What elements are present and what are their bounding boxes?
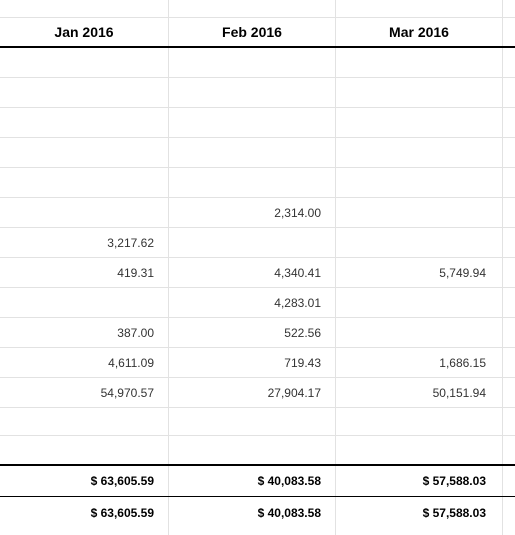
total-feb[interactable]: $ 40,083.58	[169, 497, 336, 535]
cell[interactable]	[0, 0, 169, 17]
table-row	[0, 318, 515, 348]
cell-feb[interactable]: 2,314.00	[169, 198, 336, 227]
cell-feb[interactable]: 4,283.01	[169, 288, 336, 317]
cell-feb[interactable]	[169, 138, 336, 167]
cell-mar[interactable]	[336, 198, 503, 227]
column-header-jan[interactable]: Jan 2016	[0, 18, 169, 46]
table-row	[0, 198, 515, 228]
cell[interactable]	[336, 0, 503, 17]
table-row	[0, 348, 515, 378]
cell-feb[interactable]	[169, 108, 336, 137]
totals-row	[0, 497, 515, 535]
grid-row-top	[0, 0, 515, 18]
cell[interactable]	[503, 497, 515, 535]
total-jan[interactable]: $ 63,605.59	[0, 497, 169, 535]
cell-mar[interactable]: 5,749.94	[336, 258, 503, 287]
cell[interactable]	[503, 378, 515, 407]
total-feb[interactable]: $ 40,083.58	[169, 466, 336, 496]
cell[interactable]	[503, 48, 515, 77]
cell-mar[interactable]	[336, 108, 503, 137]
table-row	[0, 408, 515, 436]
cell-mar[interactable]	[336, 408, 503, 435]
cell-mar[interactable]	[336, 78, 503, 107]
cell[interactable]	[503, 198, 515, 227]
cell-mar[interactable]	[336, 168, 503, 197]
cell[interactable]	[503, 0, 515, 17]
cell[interactable]	[503, 228, 515, 257]
cell-jan[interactable]	[0, 288, 169, 317]
cell-mar[interactable]: 1,686.15	[336, 348, 503, 377]
column-header-empty[interactable]	[503, 18, 515, 46]
cell-jan[interactable]	[0, 408, 169, 435]
total-mar[interactable]: $ 57,588.03	[336, 497, 503, 535]
total-mar[interactable]: $ 57,588.03	[336, 466, 503, 496]
cell[interactable]	[503, 348, 515, 377]
cell-jan[interactable]: 54,970.57	[0, 378, 169, 407]
cell-jan[interactable]	[0, 48, 169, 77]
table-row	[0, 78, 515, 108]
totals-row	[0, 466, 515, 496]
cell-mar[interactable]	[336, 228, 503, 257]
cell-mar[interactable]	[336, 288, 503, 317]
cell-feb[interactable]	[169, 436, 336, 464]
cell-feb[interactable]: 522.56	[169, 318, 336, 347]
cell-mar[interactable]	[336, 436, 503, 464]
table-row	[0, 48, 515, 78]
table-row	[0, 258, 515, 288]
cell-feb[interactable]	[169, 48, 336, 77]
cell[interactable]	[503, 318, 515, 347]
cell[interactable]	[503, 108, 515, 137]
cell-feb[interactable]	[169, 408, 336, 435]
cell-jan[interactable]	[0, 138, 169, 167]
cell-jan[interactable]	[0, 198, 169, 227]
cell-feb[interactable]: 719.43	[169, 348, 336, 377]
table-row	[0, 108, 515, 138]
cell[interactable]	[503, 258, 515, 287]
table-row	[0, 168, 515, 198]
cell-mar[interactable]	[336, 318, 503, 347]
table-row	[0, 436, 515, 464]
cell-feb[interactable]: 4,340.41	[169, 258, 336, 287]
cell[interactable]	[169, 0, 336, 17]
cell-jan[interactable]	[0, 436, 169, 464]
cell-feb[interactable]	[169, 168, 336, 197]
cell-jan[interactable]: 3,217.62	[0, 228, 169, 257]
cell-feb[interactable]	[169, 228, 336, 257]
cell-jan[interactable]	[0, 78, 169, 107]
cell-feb[interactable]	[169, 78, 336, 107]
cell-mar[interactable]: 50,151.94	[336, 378, 503, 407]
cell-jan[interactable]	[0, 108, 169, 137]
header-row	[0, 18, 515, 48]
table-row	[0, 378, 515, 408]
column-header-mar[interactable]: Mar 2016	[336, 18, 503, 46]
cell[interactable]	[503, 436, 515, 464]
column-header-feb[interactable]: Feb 2016	[169, 18, 336, 46]
cell-jan[interactable]	[0, 168, 169, 197]
table-row	[0, 228, 515, 258]
cell[interactable]	[503, 168, 515, 197]
cell-jan[interactable]: 419.31	[0, 258, 169, 287]
cell[interactable]	[503, 78, 515, 107]
cell-jan[interactable]: 4,611.09	[0, 348, 169, 377]
cell[interactable]	[503, 408, 515, 435]
cell-jan[interactable]: 387.00	[0, 318, 169, 347]
cell-mar[interactable]	[336, 138, 503, 167]
cell[interactable]	[503, 288, 515, 317]
cell[interactable]	[503, 138, 515, 167]
total-jan[interactable]: $ 63,605.59	[0, 466, 169, 496]
cell-mar[interactable]	[336, 48, 503, 77]
cell[interactable]	[503, 466, 515, 496]
cell-feb[interactable]: 27,904.17	[169, 378, 336, 407]
table-row	[0, 288, 515, 318]
table-row	[0, 138, 515, 168]
